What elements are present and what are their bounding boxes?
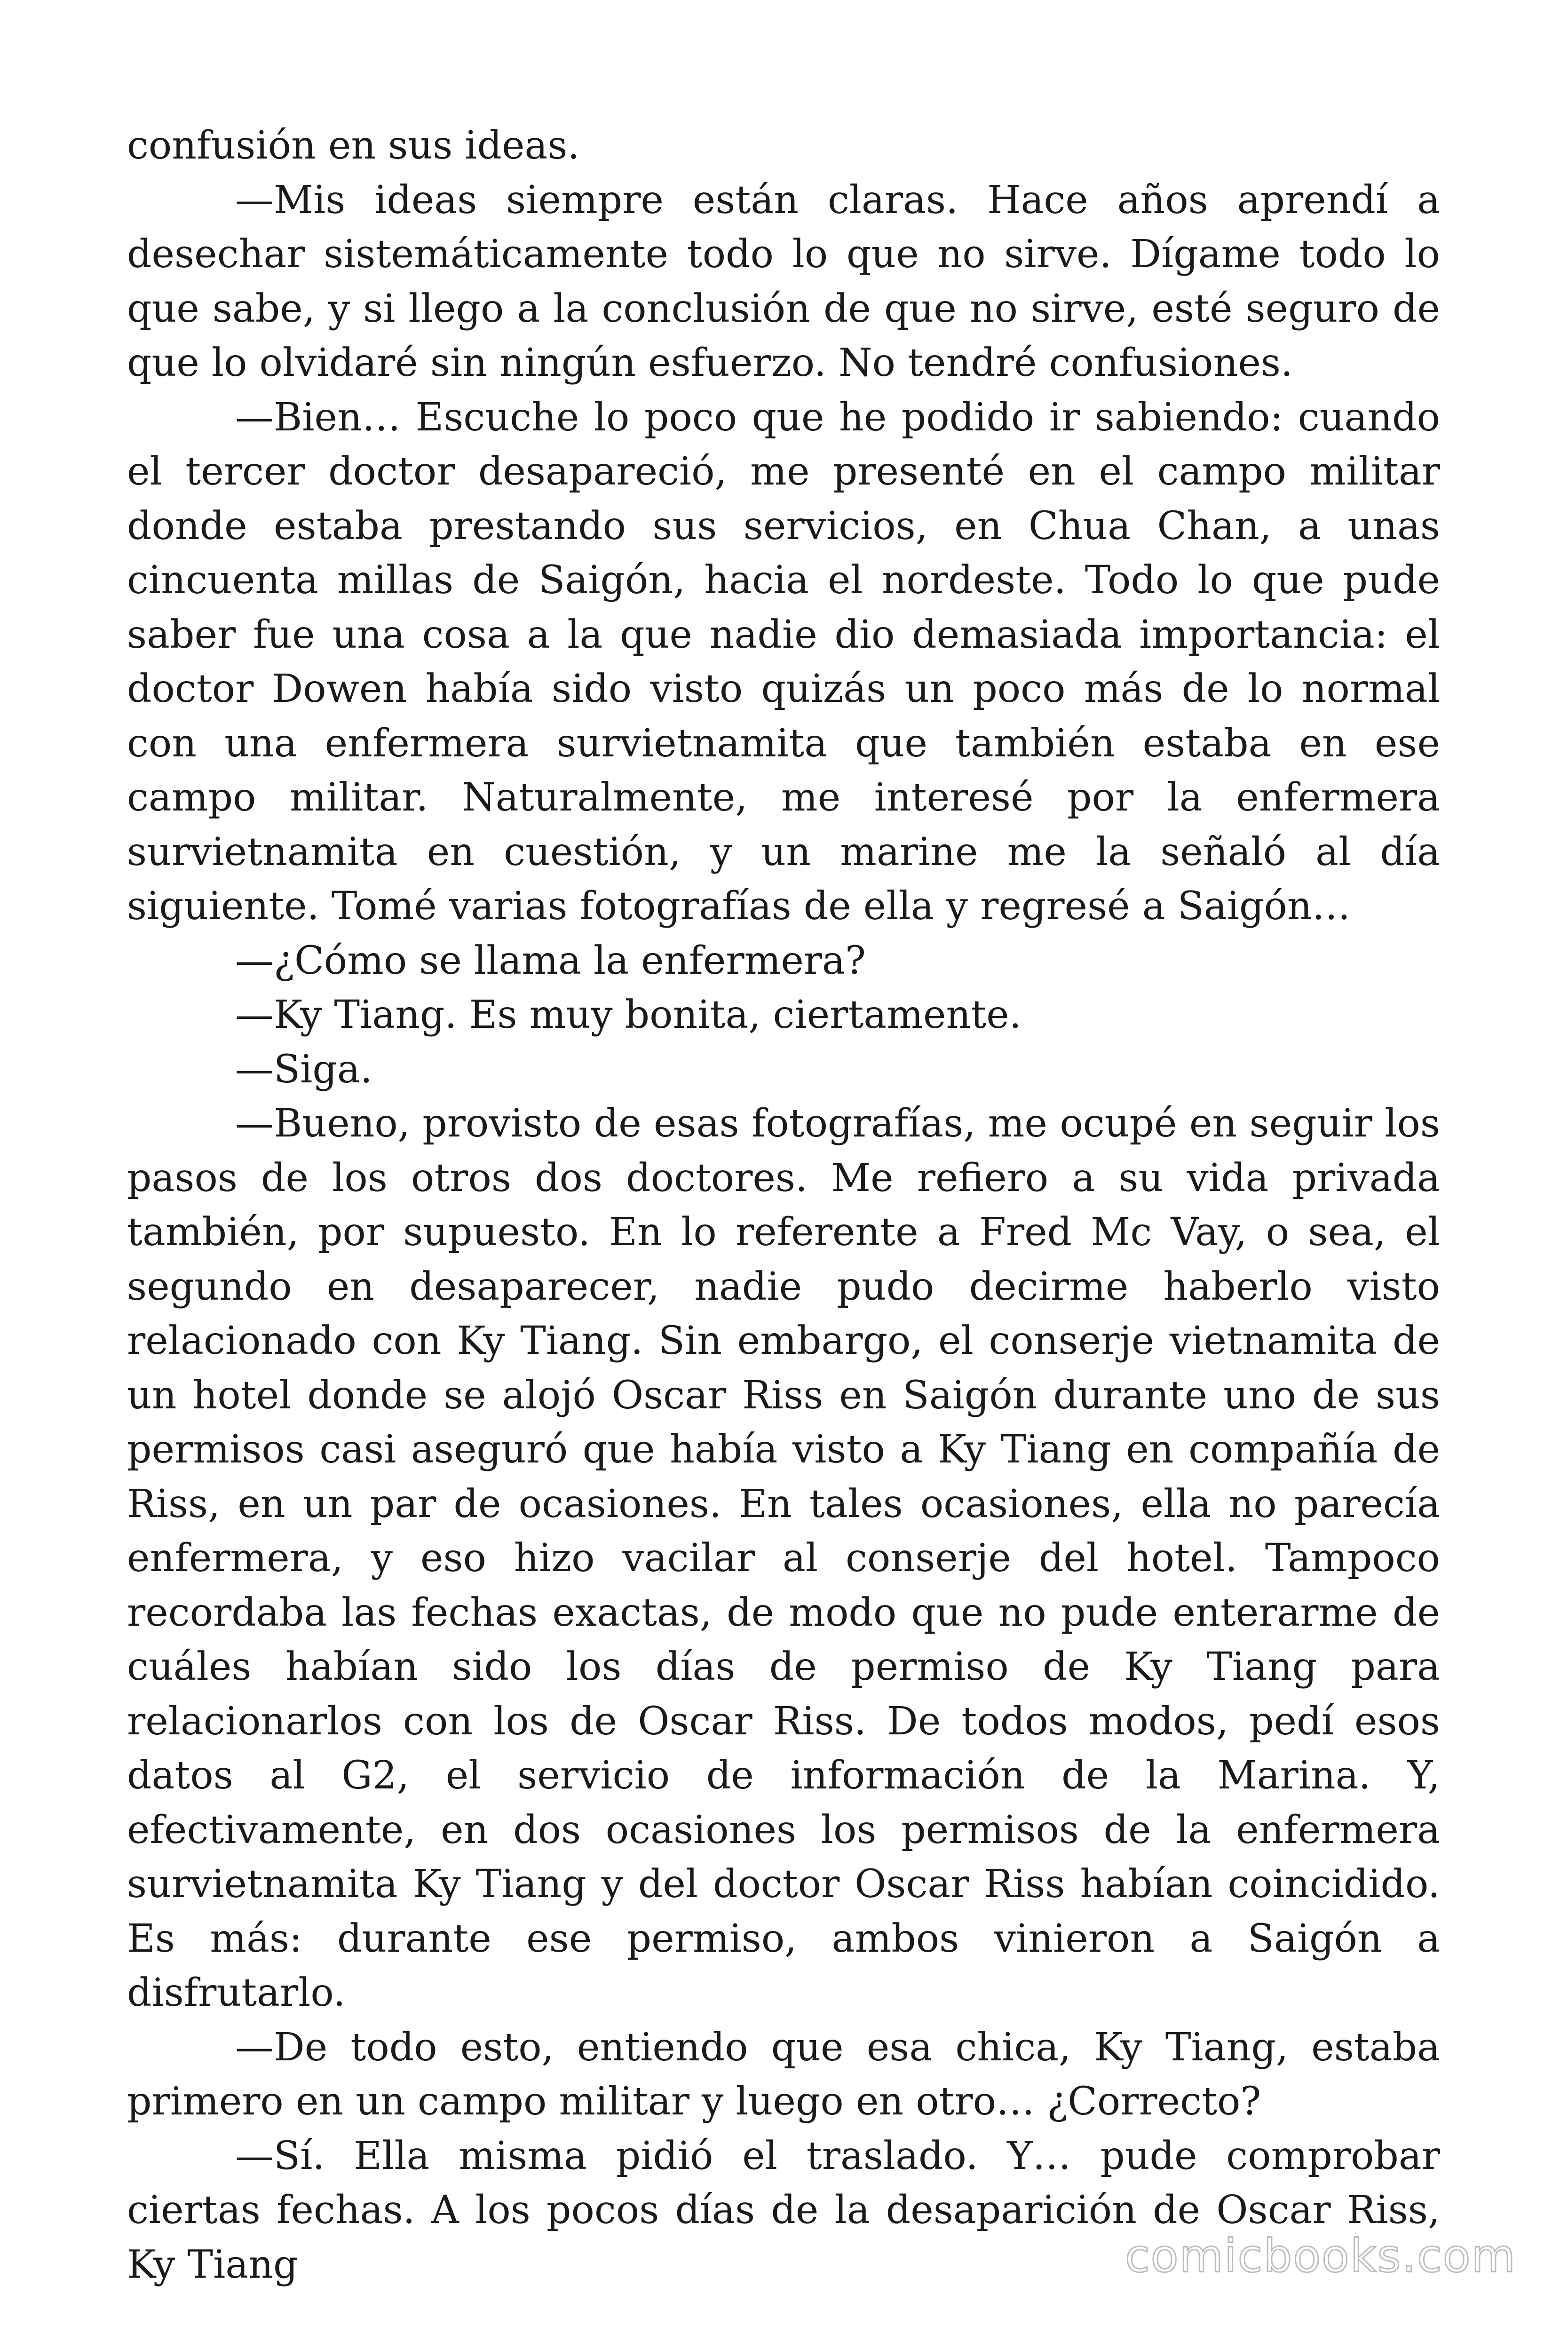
paragraph: confusión en sus ideas. xyxy=(127,123,580,168)
paragraph: —Mis ideas siempre están claras. Hace años aprendí a desechar sistemáticamente todo lo que no sirve. Dígame todo lo que sabe, y si llego a la conclusión de que no sirve, esté seguro de que lo olvidaré sin ningún esfuerzo. No tendré confusiones. xyxy=(127,177,1440,385)
paragraph: —Siga. xyxy=(235,1047,372,1092)
paragraph: —Ky Tiang. Es muy bonita, ciertamente. xyxy=(235,993,1022,1037)
paragraph: —Bien… Escuche lo poco que he podido ir sabiendo: cuando el tercer doctor desapareció, me presenté en el campo militar donde estaba prestando sus servicios, en Chua Chan, a unas cincuenta millas de Saigón, hacia el nordeste. Todo lo que pude saber fue una cosa a la que nadie dio demasiada importancia: el doctor Dowen había sido visto quizás un poco más de lo normal con una enfermera survietnamita que también estaba en ese campo militar. Naturalmente, me interesé por la enfermera survietnamita en cuestión, y un marine me la señaló al día siguiente. Tomé varias fotografías de ella y regresé a Saigón… xyxy=(127,395,1440,929)
paragraph: —Sí. Ella misma pidió el traslado. Y… pude comprobar ciertas fechas. A los pocos días de la desaparición de Oscar Riss, Ky Tiang xyxy=(127,2133,1440,2287)
paragraph: —Bueno, provisto de esas fotografías, me ocupé en seguir los pasos de los otros dos doctores. Me refiero a su vida privada también, por supuesto. En lo referente a Fred Mc Vay, o sea, el segundo en desaparecer, nadie pudo decirme haberlo visto relacionado con Ky Tiang. Sin embargo, el conserje vietnamita de un hotel donde se alojó Oscar Riss en Saigón durante uno de sus permisos casi aseguró que había visto a Ky Tiang en compañía de Riss, en un par de ocasiones. En tales ocasiones, ella no parecía enfermera, y eso hizo vacilar al conserje del hotel. Tampoco recordaba las fechas exactas, de modo que no pude enterarme de cuáles habían sido los días de permiso de Ky Tiang para relacionarlos con los de Oscar Riss. De todos modos, pedí esos datos al G2, el servicio de información de la Marina. Y, efectivamente, en dos ocasiones los permisos de la enfermera survietnamita Ky Tiang y del doctor Oscar Riss habían coincidido. Es más: durante ese permiso, ambos vinieron a Saigón a disfrutarlo. xyxy=(127,1101,1440,2015)
watermark: comicbooks.com xyxy=(1125,2230,1516,2282)
paragraph: —De todo esto, entiendo que esa chica, Ky Tiang, estaba primero en un campo militar y luego en otro… ¿Correcto? xyxy=(127,2025,1440,2124)
paragraph: —¿Cómo se llama la enfermera? xyxy=(235,938,866,983)
page-body xyxy=(127,119,1440,2292)
